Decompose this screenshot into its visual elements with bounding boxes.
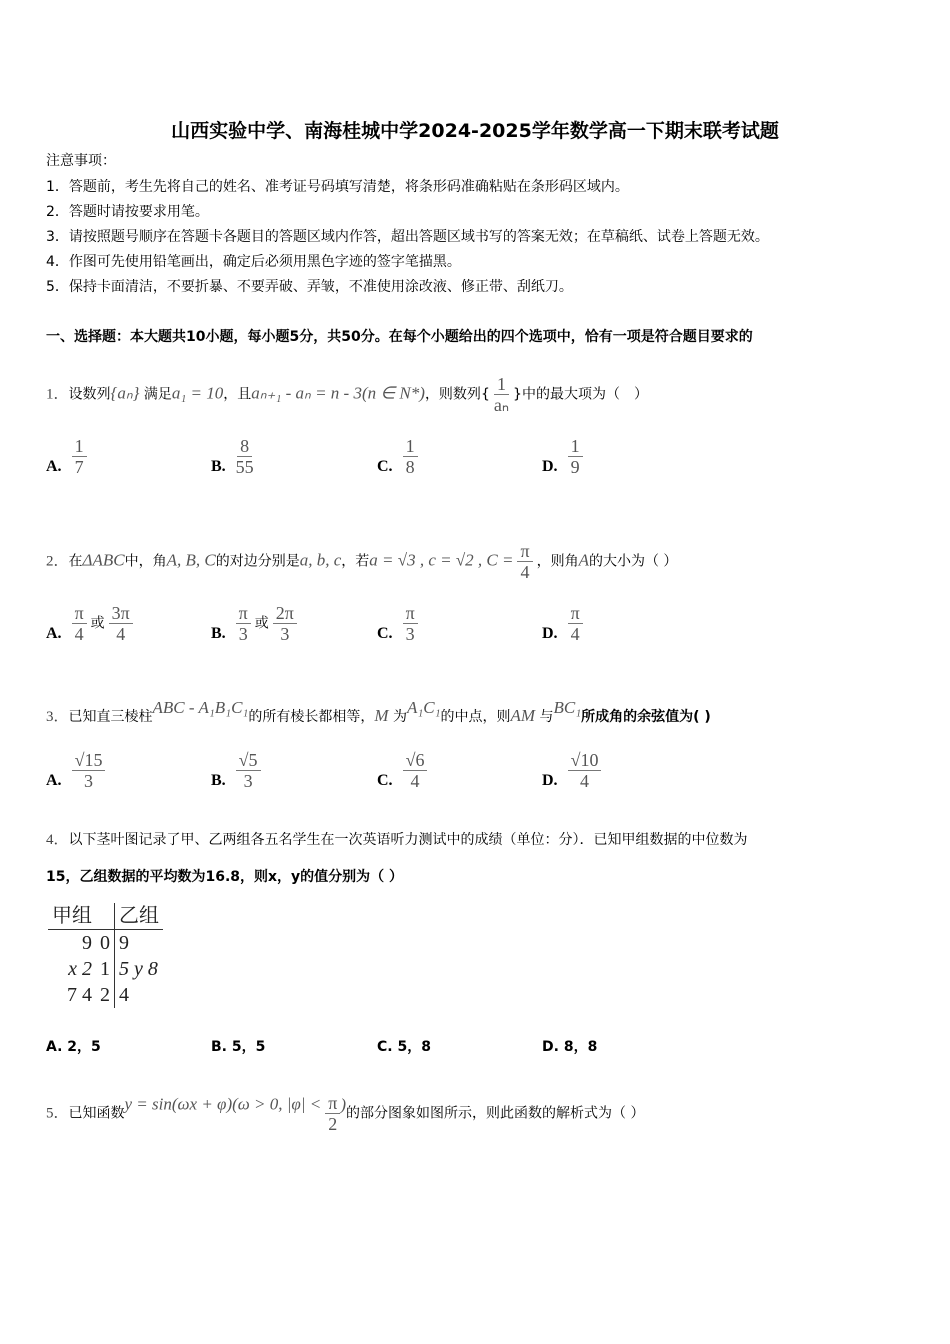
math: A, B, C bbox=[166, 550, 216, 570]
option-label: B. bbox=[211, 1039, 227, 1055]
left-leaves: x 2 bbox=[68, 958, 92, 980]
numerator: π bbox=[236, 603, 251, 624]
question-3 bbox=[46, 698, 711, 727]
stem-text: ，则角 bbox=[536, 553, 579, 570]
numerator: 2π bbox=[273, 603, 297, 624]
denominator: 55 bbox=[235, 457, 254, 477]
option-c[interactable] bbox=[377, 603, 422, 644]
right-leaves: 4 bbox=[119, 984, 129, 1006]
option-label: C. bbox=[377, 457, 393, 475]
stem-text: 的中点，则 bbox=[440, 709, 511, 725]
notes-heading: 注意事项： bbox=[46, 153, 116, 169]
stem: 0 bbox=[96, 930, 115, 957]
fraction bbox=[236, 436, 254, 477]
numerator: π bbox=[72, 603, 87, 624]
option-label: C. bbox=[377, 1039, 393, 1055]
math: A bbox=[578, 550, 589, 570]
question-5 bbox=[46, 1093, 644, 1134]
option-label: D. bbox=[542, 771, 558, 789]
stem-text: 为 bbox=[392, 709, 407, 725]
fraction bbox=[403, 750, 428, 791]
or-text: 或 bbox=[90, 615, 105, 632]
stem-header bbox=[96, 903, 115, 930]
numerator: √10 bbox=[568, 750, 602, 771]
fraction bbox=[568, 436, 583, 477]
stem-text: 满足 bbox=[143, 386, 172, 403]
left-leaves: 9 bbox=[82, 932, 92, 954]
math: aₙ₊₁ - aₙ = n - 3(n ∈ N*) bbox=[251, 383, 425, 403]
question-2 bbox=[46, 541, 677, 582]
option-d[interactable] bbox=[542, 436, 587, 477]
numerator: √15 bbox=[72, 750, 106, 771]
fraction bbox=[72, 603, 87, 644]
option-text: 5，5 bbox=[231, 1039, 266, 1055]
stem-text: 的大小为（ ） bbox=[588, 553, 678, 570]
fraction bbox=[494, 374, 509, 415]
right-leaves: 5 y 8 bbox=[119, 958, 158, 980]
question-number: 4． bbox=[46, 832, 69, 848]
option-label: C. bbox=[377, 624, 393, 642]
option-label: A. bbox=[46, 624, 62, 642]
stem: 1 bbox=[96, 956, 115, 982]
note-item: 1．答题前，考生先将自己的姓名、准考证号码填写清楚，将条形码准确粘贴在条形码区域内。 bbox=[46, 179, 629, 195]
math: A₁C₁ bbox=[406, 698, 441, 717]
stem-text: 的对边分别是 bbox=[215, 553, 300, 570]
math: ) bbox=[340, 1094, 346, 1114]
fraction bbox=[403, 436, 418, 477]
denominator: 4 bbox=[410, 771, 420, 791]
numerator: 1 bbox=[494, 374, 509, 395]
question-number: 2． bbox=[46, 553, 69, 570]
question-number: 3． bbox=[46, 709, 69, 725]
stem-text: 所成角的余弦值为( ) bbox=[581, 709, 711, 725]
option-label: D. bbox=[542, 457, 558, 475]
question-4 bbox=[46, 830, 748, 850]
option-label: D. bbox=[542, 1039, 559, 1055]
stem-leaf-plot bbox=[48, 903, 163, 1008]
stem-text: ，且 bbox=[223, 386, 252, 403]
section-heading: 一、选择题：本大题共10小题，每小题5分，共50分。在每个小题给出的四个选项中，恰有一项是符合题目要求的 bbox=[46, 329, 753, 345]
option-label: B. bbox=[211, 624, 226, 642]
fraction bbox=[517, 541, 532, 582]
numerator: 1 bbox=[403, 436, 418, 457]
left-leaves: 7 4 bbox=[67, 984, 92, 1006]
fraction bbox=[325, 1093, 340, 1134]
numerator: 3π bbox=[109, 603, 133, 624]
stem-text: 的所有棱长都相等， bbox=[248, 709, 375, 725]
option-a[interactable] bbox=[46, 436, 91, 477]
option-a[interactable] bbox=[46, 750, 109, 791]
option-label: D. bbox=[542, 624, 558, 642]
fraction bbox=[273, 603, 297, 644]
fraction bbox=[568, 750, 602, 791]
fraction bbox=[568, 603, 583, 644]
math: M bbox=[374, 706, 389, 725]
stem-text: 以下茎叶图记录了甲、乙两组各五名学生在一次英语听力测试中的成绩（单位：分）．已知甲组数据的中位数为 bbox=[68, 832, 748, 848]
denominator: 4 bbox=[580, 771, 589, 791]
option-label: B. bbox=[211, 771, 226, 789]
option-b[interactable] bbox=[211, 436, 258, 477]
option-b[interactable] bbox=[211, 603, 301, 644]
numerator: √6 bbox=[403, 750, 428, 771]
denominator: aₙ bbox=[493, 395, 510, 415]
denominator: 9 bbox=[570, 457, 580, 477]
option-a[interactable] bbox=[46, 1036, 101, 1056]
note-item: 2．答题时请按要求用笔。 bbox=[46, 204, 209, 220]
option-d[interactable] bbox=[542, 603, 587, 644]
stem-text: ，则数列 bbox=[424, 386, 481, 403]
left-header: 甲组 bbox=[48, 903, 96, 930]
numerator: √5 bbox=[236, 750, 261, 771]
math: y = sin(ωx + φ)(ω > 0, |φ| < bbox=[124, 1094, 322, 1114]
math: {aₙ} bbox=[110, 383, 140, 403]
question-4-line2: 15，乙组数据的平均数为16.8，则x，y的值分别为（ ） bbox=[46, 869, 404, 885]
denominator: 4 bbox=[74, 624, 84, 644]
numerator: 1 bbox=[568, 436, 583, 457]
option-d[interactable] bbox=[542, 1036, 597, 1056]
fraction bbox=[236, 603, 251, 644]
right-header: 乙组 bbox=[115, 903, 164, 930]
math: BC₁ bbox=[553, 698, 582, 717]
note-item: 3．请按照题号顺序在答题卡各题目的答题区域内作答，超出答题区域书写的答案无效；在草稿纸、试卷上答题无效。 bbox=[46, 229, 769, 245]
stem: 2 bbox=[96, 982, 115, 1008]
question-number: 1． bbox=[46, 386, 69, 403]
stem-text: 与 bbox=[539, 709, 554, 725]
stem-text: 的部分图象如图所示，则此函数的解析式为（ ） bbox=[346, 1105, 645, 1122]
denominator: 3 bbox=[280, 624, 290, 644]
question-1: 1．设数列{aₙ} 满足a₁ = 10，且aₙ₊₁ - aₙ = n - 3(n ∈ N*)，则数列{ $\frac{1}{\text{aₙ}}$ }中的最大项为（ ） bbox=[46, 374, 648, 415]
numerator: π bbox=[325, 1093, 340, 1114]
denominator: 3 bbox=[405, 624, 415, 644]
numerator: π bbox=[568, 603, 583, 624]
numerator: 1 bbox=[72, 436, 87, 457]
stem-text: ，若 bbox=[341, 553, 370, 570]
fraction bbox=[403, 603, 418, 644]
note-item: 4．作图可先使用铅笔画出，确定后必须用黑色字迹的签字笔描黑。 bbox=[46, 254, 461, 270]
option-label: C. bbox=[377, 771, 393, 789]
option-b[interactable] bbox=[211, 750, 265, 791]
or-text: 或 bbox=[254, 615, 269, 632]
numerator: π bbox=[403, 603, 418, 624]
page-title: 山西实验中学、南海桂城中学2024-2025学年数学高一下期末联考试题 bbox=[171, 120, 779, 142]
option-d[interactable] bbox=[542, 750, 605, 791]
denominator: 7 bbox=[74, 457, 84, 477]
denominator: 8 bbox=[405, 457, 415, 477]
math: a = √3 , c = √2 , C = bbox=[369, 550, 514, 570]
stem-text: 已知直三棱柱 bbox=[68, 709, 153, 725]
option-c[interactable] bbox=[377, 436, 422, 477]
note-item: 5．保持卡面清洁，不要折暴、不要弄破、弄皱，不准使用涂改液、修正带、刮纸刀。 bbox=[46, 279, 573, 295]
denominator: 4 bbox=[116, 624, 126, 644]
math: ABC - A₁B₁C₁ bbox=[152, 698, 249, 717]
denominator: 4 bbox=[520, 562, 530, 582]
numerator: 8 bbox=[237, 436, 252, 457]
denominator: 4 bbox=[570, 624, 580, 644]
option-b[interactable] bbox=[211, 1036, 265, 1056]
right-leaves: 9 bbox=[119, 932, 129, 954]
fraction bbox=[72, 750, 106, 791]
stem-text: 在 bbox=[68, 553, 83, 570]
fraction bbox=[109, 603, 133, 644]
denominator: 3 bbox=[243, 771, 253, 791]
denominator: 3 bbox=[84, 771, 93, 791]
option-label: A. bbox=[46, 771, 62, 789]
math: ΔABC bbox=[82, 550, 125, 570]
question-number: 5． bbox=[46, 1105, 69, 1122]
option-c[interactable] bbox=[377, 750, 431, 791]
denominator: 3 bbox=[238, 624, 248, 644]
option-text: 5，8 bbox=[397, 1039, 431, 1055]
stem-text: 设数列 bbox=[68, 386, 111, 403]
stem-text: 中，角 bbox=[124, 553, 167, 570]
denominator: 2 bbox=[328, 1114, 338, 1134]
option-label: A. bbox=[46, 1039, 63, 1055]
option-a[interactable] bbox=[46, 603, 137, 644]
option-c[interactable] bbox=[377, 1036, 431, 1056]
stem-text: 中的最大项为（ ） bbox=[521, 386, 648, 403]
math: a₁ = 10 bbox=[171, 383, 224, 403]
fraction bbox=[72, 436, 87, 477]
fraction bbox=[236, 750, 261, 791]
numerator: π bbox=[517, 541, 532, 562]
math: AM bbox=[510, 706, 536, 725]
option-label: A. bbox=[46, 457, 62, 475]
option-text: 8，8 bbox=[563, 1039, 598, 1055]
stem-text: 已知函数 bbox=[68, 1105, 125, 1122]
math: a, b, c bbox=[299, 550, 342, 570]
option-label: B. bbox=[211, 457, 226, 475]
option-text: 2，5 bbox=[67, 1039, 101, 1055]
